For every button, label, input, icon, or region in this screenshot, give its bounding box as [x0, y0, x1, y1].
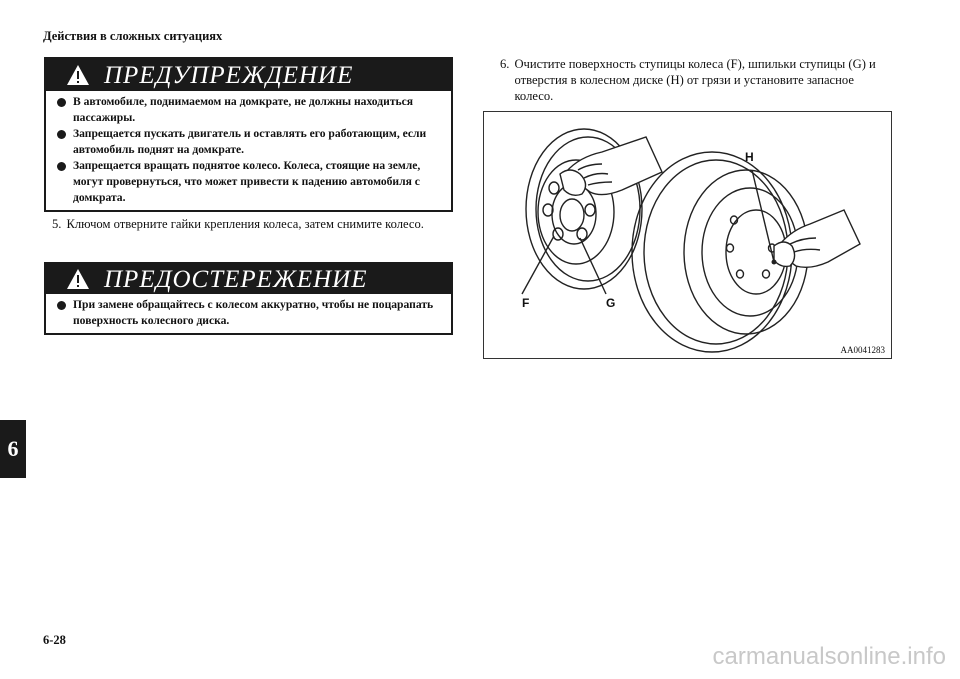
label-f: F	[522, 296, 530, 310]
label-g: G	[606, 296, 616, 310]
warning-item-text: В автомобиле, поднимаемом на домкрате, не должны находиться пассажиры.	[73, 95, 414, 124]
warning-header	[46, 59, 451, 91]
warning-box	[44, 57, 453, 212]
watermark: carmanualsonline.info	[712, 643, 946, 670]
hole-marker-icon	[772, 260, 777, 265]
step-5-number: 5.	[52, 217, 62, 231]
bullet-icon	[57, 98, 66, 107]
caution-item	[57, 297, 445, 329]
warning-item	[57, 158, 445, 206]
caution-title: ПРЕДОСТЕРЕЖЕНИЕ	[104, 265, 368, 293]
step-5	[52, 216, 442, 232]
caution-list	[46, 294, 451, 333]
bullet-icon	[57, 162, 66, 171]
step-6	[500, 56, 895, 104]
page-number: 6-28	[43, 633, 66, 647]
step-6-number: 6.	[500, 57, 510, 71]
warning-item	[57, 94, 445, 126]
bullet-icon	[57, 301, 66, 310]
warning-item-text: Запрещается пускать двигатель и оставлять его работающим, если автомобиль поднят на домкрате.	[73, 127, 427, 156]
warning-triangle-icon	[66, 64, 90, 86]
chapter-tab: 6	[0, 420, 26, 478]
label-h: H	[745, 150, 754, 164]
step-6-text: Очистите поверхность ступицы колеса (F), шпильки ступицы (G) и отверстия в колесном диске (H) от грязи и установите запасное колесо.	[514, 57, 876, 103]
page-header: Действия в сложных ситуациях	[43, 29, 223, 43]
figure-code: AA0041283	[840, 345, 885, 355]
caution-header	[46, 264, 451, 294]
bullet-icon	[57, 130, 66, 139]
warning-list	[46, 91, 451, 210]
warning-item-text: Запрещается вращать поднятое колесо. Колеса, стоящие на земле, могут провернуться, что может привести к падению автомобиля с домкрата.	[73, 159, 421, 204]
step-5-text: Ключом отверните гайки крепления колеса, затем снимите колесо.	[66, 217, 424, 231]
warning-item	[57, 126, 445, 158]
wheel-hub-drawing	[484, 112, 890, 357]
wheel-hub-illustration	[483, 111, 892, 359]
warning-title: ПРЕДУПРЕЖДЕНИЕ	[104, 61, 354, 89]
caution-item-text: При замене обращайтесь с колесом аккуратно, чтобы не поцарапать поверхность колесного диска.	[73, 298, 434, 327]
caution-triangle-icon	[66, 268, 90, 290]
caution-box	[44, 262, 453, 335]
